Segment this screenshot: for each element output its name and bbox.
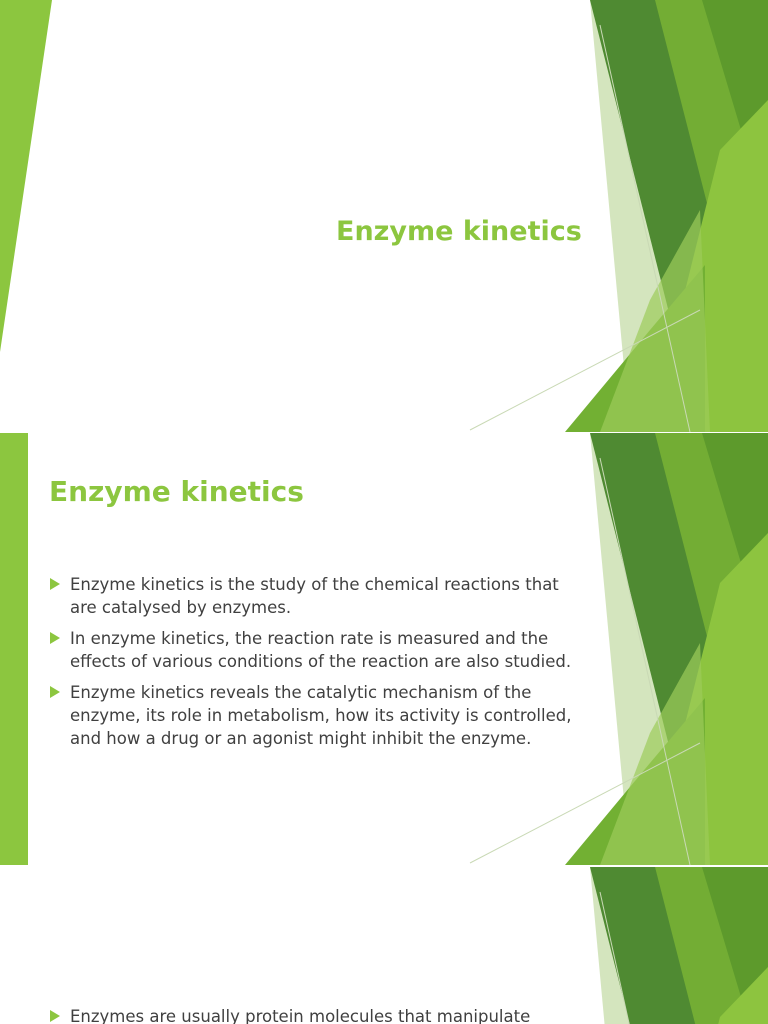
slide-title: Enzyme kinetics [336,216,582,247]
triangle-right-icon [50,578,60,590]
slide-2[interactable] [0,433,768,865]
bullet-text: Enzyme kinetics is the study of the chemical reactions that are catalysed by enzymes. [70,575,559,617]
bullet-list [48,1005,578,1024]
triangle-right-icon [50,686,60,698]
slide-1[interactable] [0,0,768,432]
bullet-text: Enzyme kinetics reveals the catalytic mechanism of the enzyme, its role in metabolism, how its activity is controlled, and how a drug or an agonist might inhibit the enzyme. [70,683,572,748]
bullet-item [48,573,578,619]
bullet-item [48,627,578,673]
triangle-right-icon [50,1010,60,1022]
bullet-item [48,1005,578,1024]
slide-decoration [0,867,768,1024]
bullet-text: In enzyme kinetics, the reaction rate is measured and the effects of various conditions of the reaction are also studied. [70,629,572,671]
bullet-text: Enzymes are usually protein molecules that manipulate [70,1007,531,1024]
bullet-list [48,573,578,758]
triangle-right-icon [50,632,60,644]
slide-3[interactable] [0,867,768,1024]
slide-title: Enzyme kinetics [49,475,304,508]
bullet-item [48,681,578,750]
